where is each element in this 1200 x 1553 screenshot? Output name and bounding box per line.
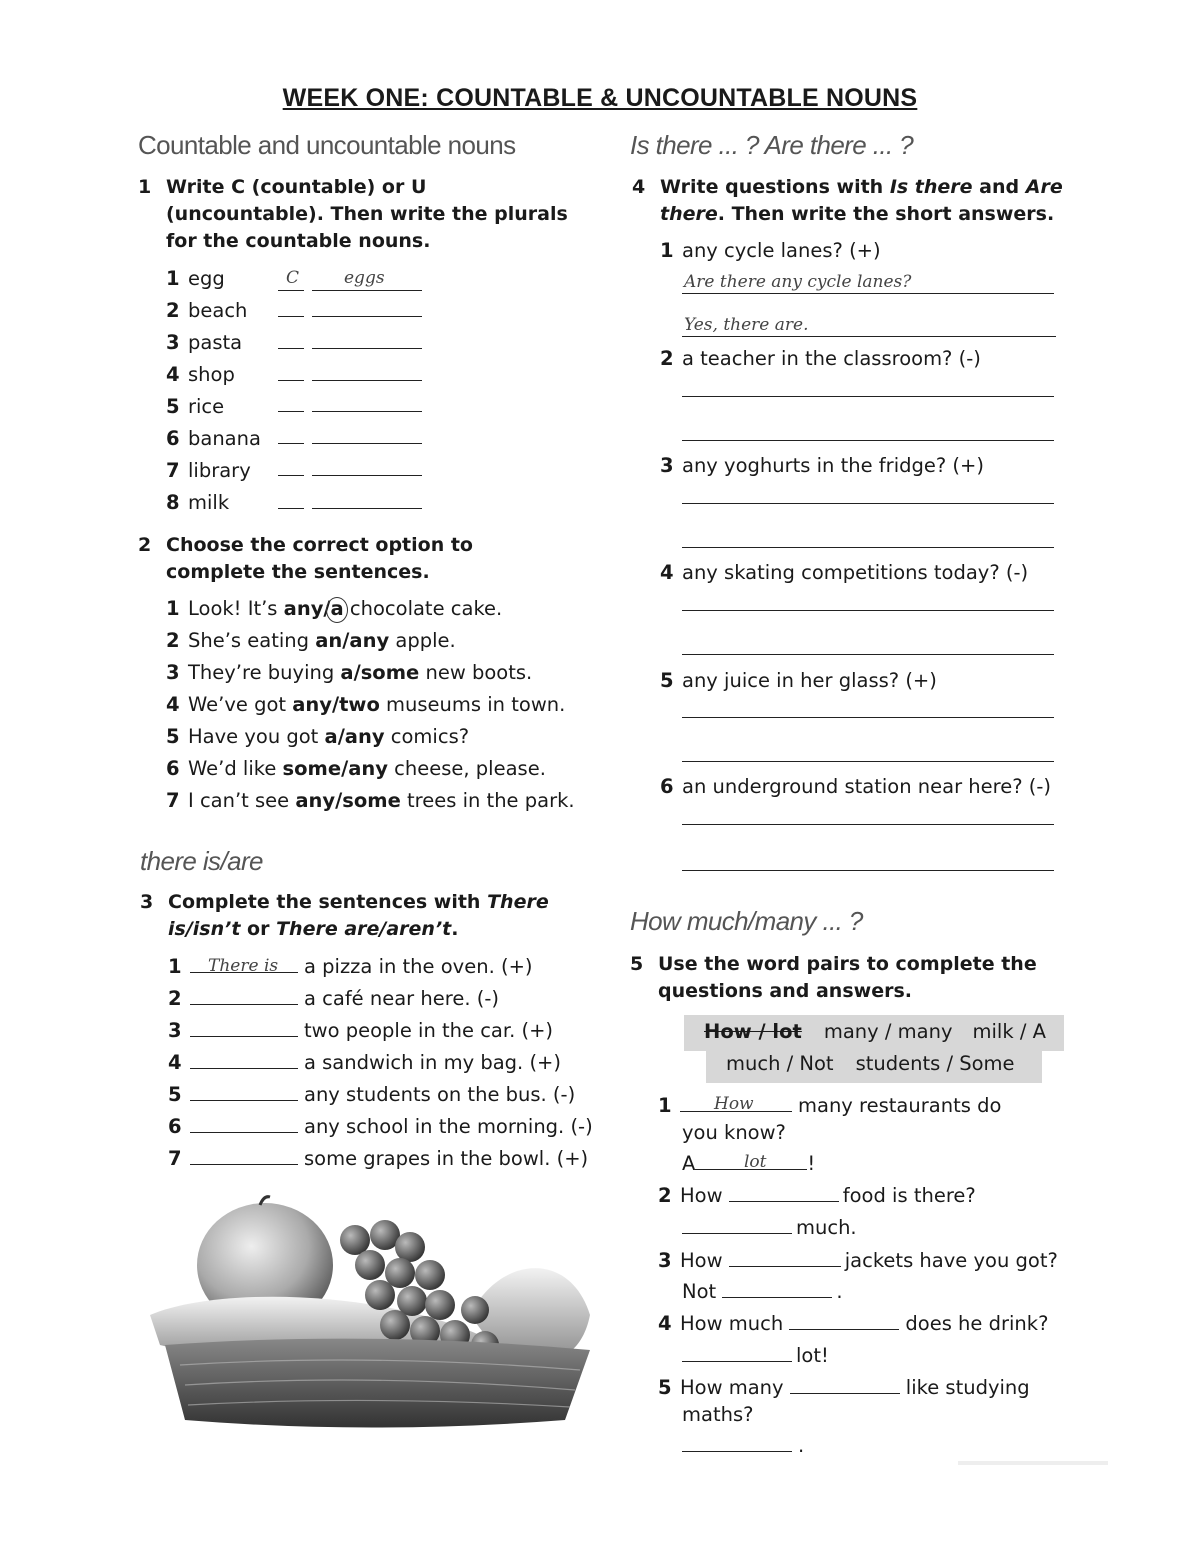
handwritten-answer: There is [208,956,279,976]
word-pair: students / Some [855,1052,1015,1075]
list-item: 6 banana [166,427,261,450]
answer-line[interactable] [682,396,1054,397]
list-item: 3 two people in the car. (+) [168,1019,554,1042]
list-item: 7 library [166,459,251,482]
list-item: 1 any cycle lanes? (+) [660,239,881,262]
list-item: 5 any juice in her glass? (+) [660,669,937,692]
type-blank[interactable] [278,475,304,476]
list-item-continuation: you know? [682,1121,786,1144]
exercise-number: 2 [138,534,152,556]
answer-blank[interactable] [790,1379,900,1394]
divider [958,1461,1108,1465]
exercise-1-instruction [138,174,586,255]
list-item: 4 a sandwich in my bag. (+) [168,1051,562,1074]
answer-blank[interactable] [190,1150,298,1165]
fruit-basket-image [140,1195,600,1435]
list-item: 2 a teacher in the classroom? (-) [660,347,981,370]
exercise-4-instruction: 4 Write questions with Is there and Are there. Then write the short answers. [632,176,1063,225]
list-item: 2 How food is there? [658,1184,976,1207]
list-item: 4 any skating competitions today? (-) [660,561,1029,584]
type-blank[interactable] [278,443,304,444]
word-pair: How / lot [704,1020,802,1043]
type-blank[interactable] [278,316,304,317]
list-item: 6 We’d like some/any cheese, please. [166,757,546,780]
list-item: 7 some grapes in the bowl. (+) [168,1147,589,1170]
word-box-text-1 [704,1020,1046,1043]
handwritten-answer: lot [744,1152,767,1172]
plural-blank[interactable] [312,380,422,381]
answer-line[interactable] [682,293,1054,294]
answer-line[interactable] [682,503,1054,504]
list-item: 5 rice [166,395,225,418]
plural-blank[interactable] [312,508,422,509]
option-choice[interactable]: any/a [283,597,344,620]
section-heading-countable: Countable and uncountable nouns [138,130,516,160]
answer-line[interactable] [682,717,1054,718]
answer-blank[interactable] [190,1054,298,1069]
answer-blank[interactable] [729,1252,841,1267]
list-item: 6 an underground station near here? (-) [660,775,1052,798]
section-heading-there-is-are: there is/are [140,846,263,876]
list-item: 4 We’ve got any/two museums in town. [166,693,566,716]
list-item: 5 How many like studying [658,1376,1030,1399]
list-item-answer: . [682,1433,804,1459]
type-blank[interactable] [278,290,304,291]
word-pair: many / many [823,1020,953,1043]
list-item: 2 a café near here. (-) [168,987,499,1010]
list-item: 2 beach [166,299,248,322]
option-choice[interactable]: some/any [282,757,388,780]
list-item: 1 egg [166,267,225,290]
handwritten-answer: Yes, there are. [684,315,809,335]
list-item: 3 They’re buying a/some new boots. [166,661,533,684]
type-blank[interactable] [278,380,304,381]
instruction-text: Write C (countable) or U (uncountable). Then write the plurals for the countable nouns. [166,176,568,252]
answer-blank[interactable] [190,990,298,1005]
list-item: 4 How much does he drink? [658,1312,1049,1335]
word-pair: much / Not [726,1052,834,1075]
type-blank[interactable] [278,508,304,509]
answer-line[interactable] [682,547,1054,548]
answer-circle [326,597,348,623]
answer-line[interactable] [682,870,1054,871]
exercise-number: 5 [630,953,644,975]
instruction-text: Choose the correct option to complete the sentences. [166,534,473,583]
plural-blank[interactable] [312,443,422,444]
list-item: 2 She’s eating an/any apple. [166,629,456,652]
word-box-text-2 [726,1052,1015,1075]
word-pair: milk / A [972,1020,1046,1043]
list-item: 5 any students on the bus. (-) [168,1083,576,1106]
answer-blank[interactable] [190,1022,298,1037]
answer-blank[interactable] [729,1187,839,1202]
option-choice[interactable]: an/any [315,629,390,652]
answer-plural: eggs [344,268,385,288]
exercise-3-instruction: 3 Complete the sentences with There is/isn’t or There are/aren’t. [140,891,549,940]
list-item: 6 any school in the morning. (-) [168,1115,593,1138]
answer-blank[interactable] [682,1437,792,1452]
answer-blank[interactable] [789,1315,899,1330]
answer-line[interactable] [682,654,1054,655]
answer-line[interactable] [682,824,1054,825]
answer-type: C [286,268,300,288]
exercise-2-instruction [138,532,576,586]
exercise-number: 3 [140,891,154,913]
answer-line[interactable] [682,440,1054,441]
type-blank[interactable] [278,348,304,349]
answer-blank[interactable] [190,1086,298,1101]
list-item-answer: lot! [682,1343,829,1369]
list-item: 3 How jackets have you got? [658,1249,1058,1272]
list-item: 3 any yoghurts in the fridge? (+) [660,454,984,477]
list-item: 1 a pizza in the oven. (+) [168,955,533,978]
answer-blank[interactable] [682,1219,792,1234]
handwritten-answer: Are there any cycle lanes? [684,272,912,292]
section-heading-is-there: Is there ... ? Are there ... ? [630,130,914,160]
answer-blank[interactable] [722,1283,832,1298]
list-item: 3 pasta [166,331,243,354]
list-item: 4 shop [166,363,235,386]
page-title: WEEK ONE: COUNTABLE & UNCOUNTABLE NOUNS [282,84,918,112]
plural-blank[interactable] [312,290,422,291]
plural-blank[interactable] [312,348,422,349]
exercise-number: 4 [632,176,646,198]
list-item-answer: much. [682,1215,857,1241]
option-choice[interactable]: any/two [292,693,380,716]
plural-blank[interactable] [312,316,422,317]
plural-blank[interactable] [312,411,422,412]
list-item-answer: Not . [682,1280,843,1303]
type-blank[interactable] [278,411,304,412]
list-item: 8 milk [166,491,230,514]
list-item-continuation: maths? [682,1403,754,1426]
list-item-answer: A ! [682,1152,816,1175]
answer-blank[interactable] [682,1347,792,1362]
exercise-5-instruction [630,951,1068,1005]
answer-line[interactable] [682,336,1056,337]
list-item: 1 Look! It’s any/a chocolate cake. [166,597,503,620]
answer-line[interactable] [682,761,1054,762]
plural-blank[interactable] [312,475,422,476]
handwritten-answer: How [714,1094,754,1114]
exercise-number: 1 [138,176,152,198]
option-choice[interactable]: a/any [324,725,385,748]
option-choice[interactable]: a/some [340,661,420,684]
option-choice[interactable]: any/some [295,789,401,812]
list-item: 1 many restaurants do [658,1094,1002,1117]
answer-blank[interactable] [190,1118,298,1133]
answer-line[interactable] [682,610,1054,611]
list-item: 7 I can’t see any/some trees in the park. [166,789,575,812]
instruction-text: Use the word pairs to complete the questions and answers. [658,953,1037,1002]
list-item: 5 Have you got a/any comics? [166,725,470,748]
section-heading-how-much-many: How much/many ... ? [630,906,863,936]
